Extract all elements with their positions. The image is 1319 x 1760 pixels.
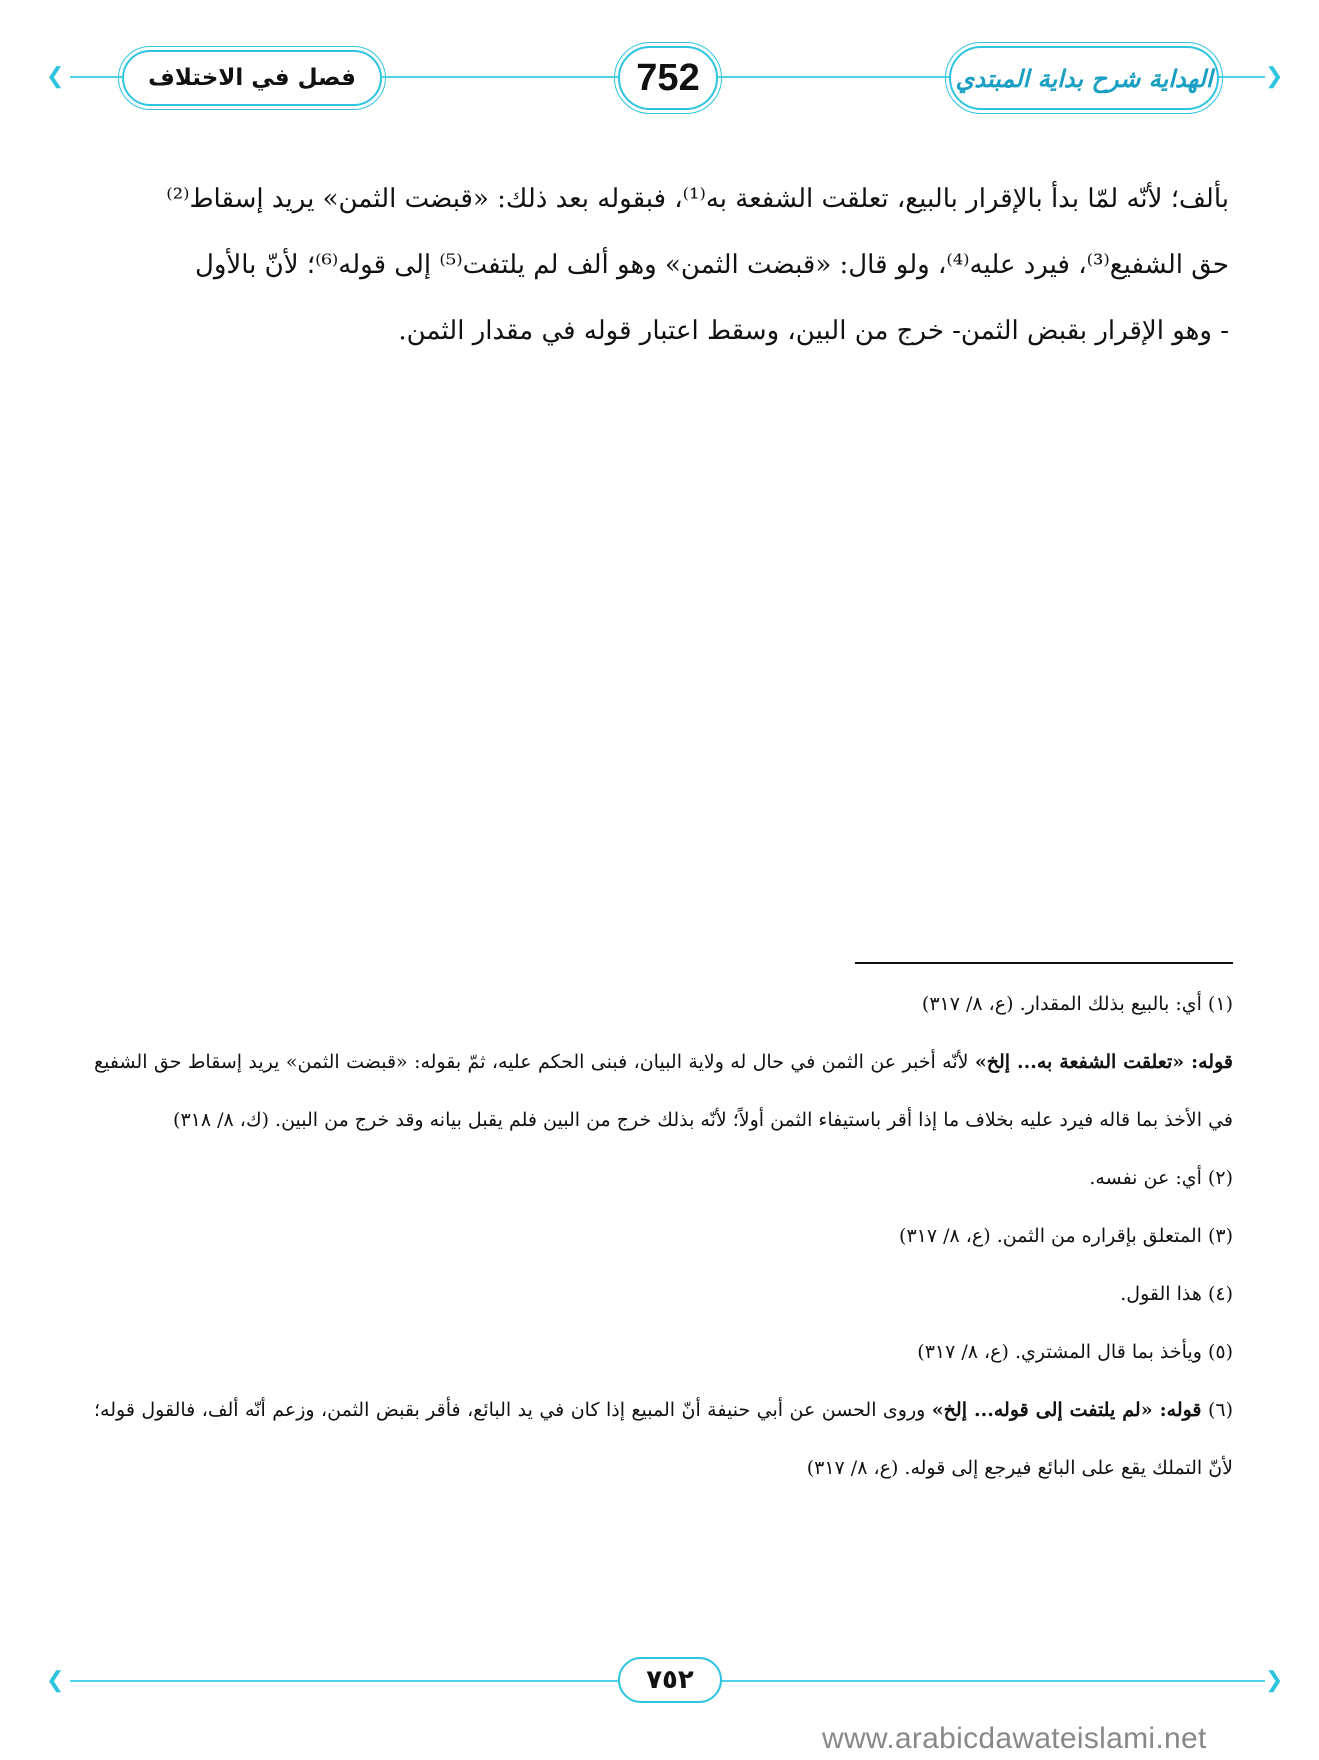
footnote-lead: قوله: «تعلقت الشفعة به... إلخ» <box>974 1051 1233 1073</box>
chapter-title: فصل في الاختلاف <box>122 50 382 106</box>
footnote-3: (٣) المتعلق بإقراره من الثمن. (ع، ٨/ ٣١٧) <box>899 1225 1233 1247</box>
page-number: 752 <box>618 46 718 110</box>
main-line: بألف؛ لأنّه لمّا بدأ بالإقرار بالبيع، تعلقت الشفعة به⁽¹⁾، فبقوله بعد ذلك: «قبضت الثمن» يريد إسقاط⁽²⁾ <box>166 184 1229 214</box>
footer-rule-right <box>722 1680 1265 1682</box>
main-line: حق الشفيع⁽³⁾، فيرد عليه⁽⁴⁾، ولو قال: «قبضت الثمن» وهو ألف لم يلتفت⁽⁵⁾ إلى قوله⁽⁶⁾؛ لأنّ بالأول <box>194 250 1229 280</box>
footer-rule-left <box>70 1680 618 1682</box>
footnote-commentary <box>94 1033 1233 1149</box>
book-title: الهداية شرح بداية المبتدي <box>949 46 1219 110</box>
footnote-lead: قوله: «لم يلتفت إلى قوله... إلخ» <box>931 1399 1202 1421</box>
main-text <box>120 166 1229 364</box>
ornament-left-icon: ❮ <box>46 64 65 89</box>
footnote-separator <box>855 962 1233 964</box>
footnote-prefix: (٦) <box>1201 1399 1234 1421</box>
footnote-2: (٢) أي: عن نفسه. <box>1089 1167 1233 1189</box>
footer-ornament-left-icon: ❮ <box>46 1668 65 1693</box>
footer-ornament-right-icon: ❯ <box>1265 1668 1284 1693</box>
footnote-body: وروى الحسن عن أبي حنيفة أنّ المبيع إذا كان في يد البائع، فأقر بقبض الثمن، وزعم أنّه ألف، فالقول قوله؛ لأنّ التملك يقع على البائع فيرجع إلى قوله. (ع، ٨/ ٣١٧) <box>94 1399 1233 1479</box>
header-rule-mid-left <box>382 76 618 78</box>
footnote-6 <box>94 1381 1233 1497</box>
ornament-right-icon: ❯ <box>1265 64 1284 89</box>
footnote-1: (١) أي: بالبيع بذلك المقدار. (ع، ٨/ ٣١٧) <box>921 993 1233 1015</box>
watermark-url: www.arabicdawateislami.net <box>822 1722 1207 1755</box>
main-line: - وهو الإقرار بقبض الثمن- خرج من البين، وسقط اعتبار قوله في مقدار الثمن. <box>398 316 1229 346</box>
header-rule-left <box>70 76 122 78</box>
footnotes <box>94 975 1233 1497</box>
footer-page-number: ٧٥٢ <box>618 1657 722 1703</box>
footnote-body: لأنّه أخبر عن الثمن في حال له ولاية البيان، فبنى الحكم عليه، ثمّ بقوله: «قبضت الثمن» يريد إسقاط حق الشفيع في الأخذ بما قاله فيرد عليه بخلاف ما إذا أقر باستيفاء الثمن أولاً؛ لأنّه بذلك خرج من البين فلم يقبل بيانه وقد خرج من البين. (ك، ٨/ ٣١٨) <box>94 1051 1233 1131</box>
footnote-5: (٥) ويأخذ بما قال المشتري. (ع، ٨/ ٣١٧) <box>917 1341 1233 1363</box>
header-rule-mid-right <box>718 76 949 78</box>
header-rule-right <box>1219 76 1265 78</box>
footnote-4: (٤) هذا القول. <box>1120 1283 1233 1305</box>
